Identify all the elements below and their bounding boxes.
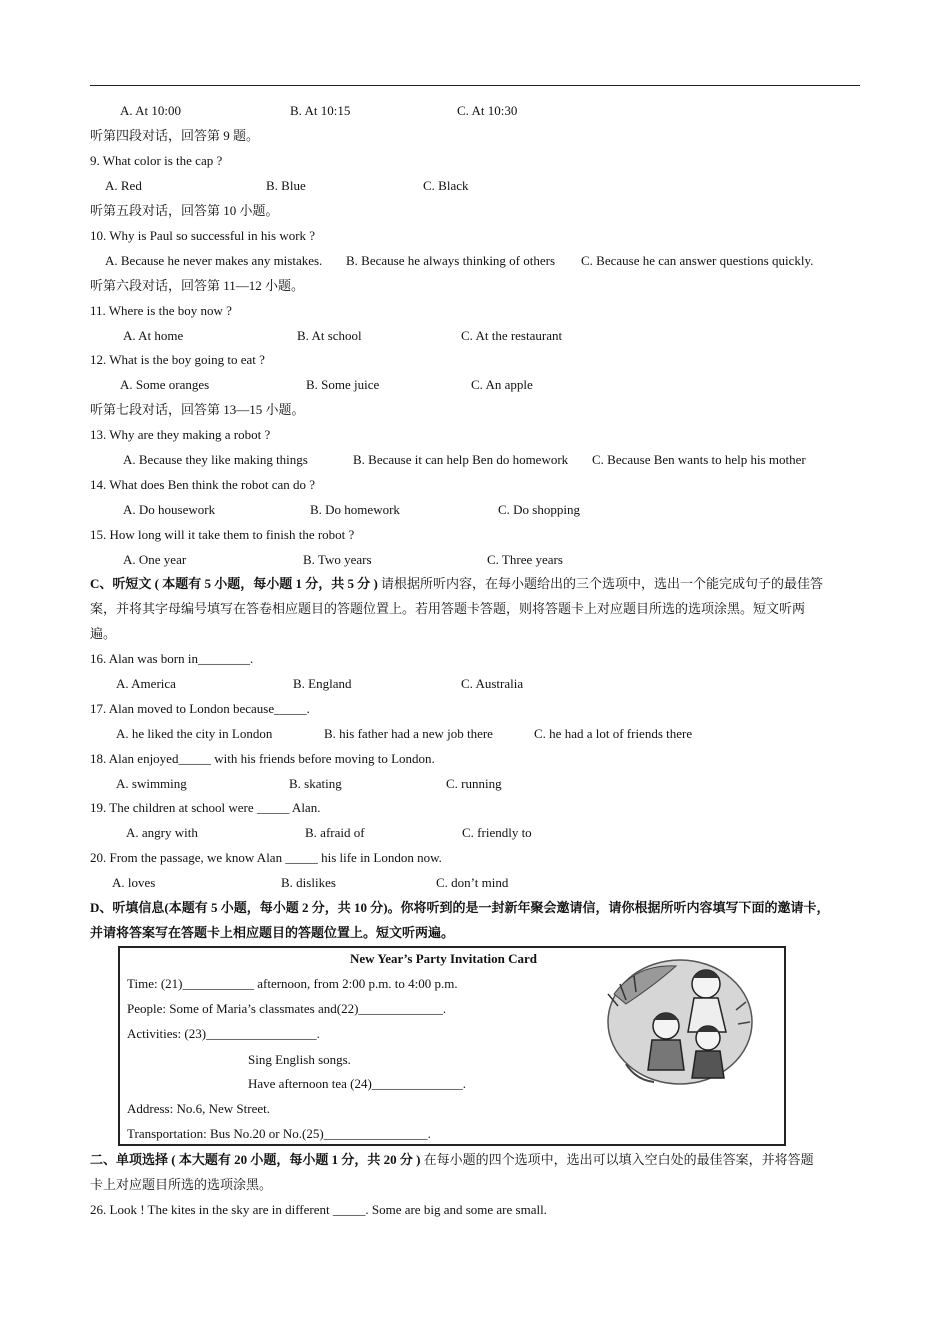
q19-option-c: C. friendly to: [462, 825, 532, 840]
part-c-instruction-line2: 案，并将其字母编号填写在答卷相应题目的答题位置上。若用答题卡答题，则将答题卡上对应题目所选的选项涂黑。短文听两: [90, 601, 806, 616]
q17-stem: 17. Alan moved to London because_____.: [90, 701, 310, 716]
part-d-instruction-line1: D、听填信息(本题有 5 小题，每小题 2 分，共 10 分)。你将听到的是一封新年聚会邀请信，请你根据所听内容填写下面的邀请卡，: [90, 900, 830, 915]
q17-option-a: A. he liked the city in London: [116, 726, 273, 741]
card-activity-sing: Sing English songs.: [248, 1052, 351, 1067]
q17-option-b: B. his father had a new job there: [324, 726, 493, 741]
q14-option-b: B. Do homework: [310, 502, 400, 517]
card-time: Time: (21)___________ afternoon, from 2:00 p.m. to 4:00 p.m.: [127, 976, 458, 991]
part-c-heading: C、听短文 ( 本题有 5 小题，每小题 1 分，共 5 分 ): [90, 576, 378, 591]
q11-option-a: A. At home: [123, 328, 184, 343]
header-rule: [90, 85, 860, 86]
q13-stem: 13. Why are they making a robot ?: [90, 427, 271, 442]
q9-stem: 9. What color is the cap ?: [90, 153, 223, 168]
q12-option-c: C. An apple: [471, 377, 533, 392]
q20-option-b: B. dislikes: [281, 875, 336, 890]
q18-option-c: C. running: [446, 776, 502, 791]
part-2-instruction-line1: [90, 1152, 814, 1168]
part-c-instruction-line1: [90, 576, 823, 592]
q16-option-b: B. England: [293, 676, 352, 691]
q19-stem: 19. The children at school were _____ Alan.: [90, 800, 321, 815]
q11-option-b: B. At school: [297, 328, 362, 343]
q20-option-a: A. loves: [112, 875, 156, 890]
part-2-instruction-line2: 卡上对应题目所选的选项涂黑。: [90, 1177, 273, 1192]
card-activity-tea: Have afternoon tea (24)______________.: [248, 1076, 467, 1091]
q8-option-b: B. At 10:15: [290, 103, 351, 118]
q11-option-c: C. At the restaurant: [461, 328, 563, 343]
section6-instruction: 听第六段对话，回答第 11—12 小题。: [90, 278, 305, 293]
q9-option-b: B. Blue: [266, 178, 306, 193]
q16-option-a: A. America: [116, 676, 176, 691]
q14-option-c: C. Do shopping: [498, 502, 580, 517]
party-children-illustration: [596, 954, 756, 1094]
q13-option-c: C. Because Ben wants to help his mother: [592, 452, 806, 467]
card-address: Address: No.6, New Street.: [127, 1101, 270, 1116]
q19-option-a: A. angry with: [126, 825, 198, 840]
q13-option-a: A. Because they like making things: [123, 452, 308, 467]
q16-stem: 16. Alan was born in________.: [90, 651, 254, 666]
q14-stem: 14. What does Ben think the robot can do ?: [90, 477, 316, 492]
q20-option-c: C. don’t mind: [436, 875, 509, 890]
q15-option-a: A. One year: [123, 552, 187, 567]
q17-option-c: C. he had a lot of friends there: [534, 726, 693, 741]
part-c-instruction-line3: 遍。: [90, 626, 117, 641]
q9-option-c: C. Black: [423, 178, 469, 193]
q8-option-c: C. At 10:30: [457, 103, 518, 118]
q12-option-b: B. Some juice: [306, 377, 380, 392]
card-activities: Activities: (23)_________________.: [127, 1026, 320, 1041]
q15-stem: 15. How long will it take them to finish the robot ?: [90, 527, 355, 542]
card-title: New Year’s Party Invitation Card: [350, 951, 538, 966]
q10-stem: 10. Why is Paul so successful in his work ?: [90, 228, 316, 243]
section5-instruction: 听第五段对话，回答第 10 小题。: [90, 203, 279, 218]
q10-option-c: C. Because he can answer questions quickly.: [581, 253, 814, 268]
part-d-instruction-line2: 并请将答案写在答题卡上相应题目的答题位置上。短文听两遍。: [90, 925, 455, 940]
q9-option-a: A. Red: [105, 178, 142, 193]
q18-option-b: B. skating: [289, 776, 342, 791]
part-2-heading: 二、单项选择 ( 本大题有 20 小题，每小题 1 分，共 20 分 ): [90, 1152, 421, 1167]
q11-stem: 11. Where is the boy now ?: [90, 303, 232, 318]
card-transportation: Transportation: Bus No.20 or No.(25)________________.: [127, 1126, 431, 1141]
q10-option-b: B. Because he always thinking of others: [346, 253, 556, 268]
section7-instruction: 听第七段对话，回答第 13—15 小题。: [90, 402, 305, 417]
q15-option-c: C. Three years: [487, 552, 563, 567]
q19-option-b: B. afraid of: [305, 825, 365, 840]
q18-option-a: A. swimming: [116, 776, 187, 791]
q26-stem: 26. Look ! The kites in the sky are in different _____. Some are big and some are small.: [90, 1202, 547, 1217]
q13-option-b: B. Because it can help Ben do homework: [353, 452, 569, 467]
part-c-text: 请根据所听内容，在每小题给出的三个选项中，选出一个能完成句子的最佳答: [377, 576, 824, 591]
q15-option-b: B. Two years: [303, 552, 372, 567]
q16-option-c: C. Australia: [461, 676, 524, 691]
q18-stem: 18. Alan enjoyed_____ with his friends before moving to London.: [90, 751, 435, 766]
q14-option-a: A. Do housework: [123, 502, 216, 517]
q12-stem: 12. What is the boy going to eat ?: [90, 352, 265, 367]
q12-option-a: A. Some oranges: [120, 377, 210, 392]
section4-instruction: 听第四段对话，回答第 9 题。: [90, 128, 260, 143]
part-2-text: 在每小题的四个选项中，选出可以填入空白处的最佳答案，并将答题: [420, 1152, 814, 1167]
q8-option-a: A. At 10:00: [120, 103, 182, 118]
q10-option-a: A. Because he never makes any mistakes.: [105, 253, 323, 268]
q20-stem: 20. From the passage, we know Alan _____ his life in London now.: [90, 850, 442, 865]
card-people: People: Some of Maria’s classmates and(22)_____________.: [127, 1001, 447, 1016]
